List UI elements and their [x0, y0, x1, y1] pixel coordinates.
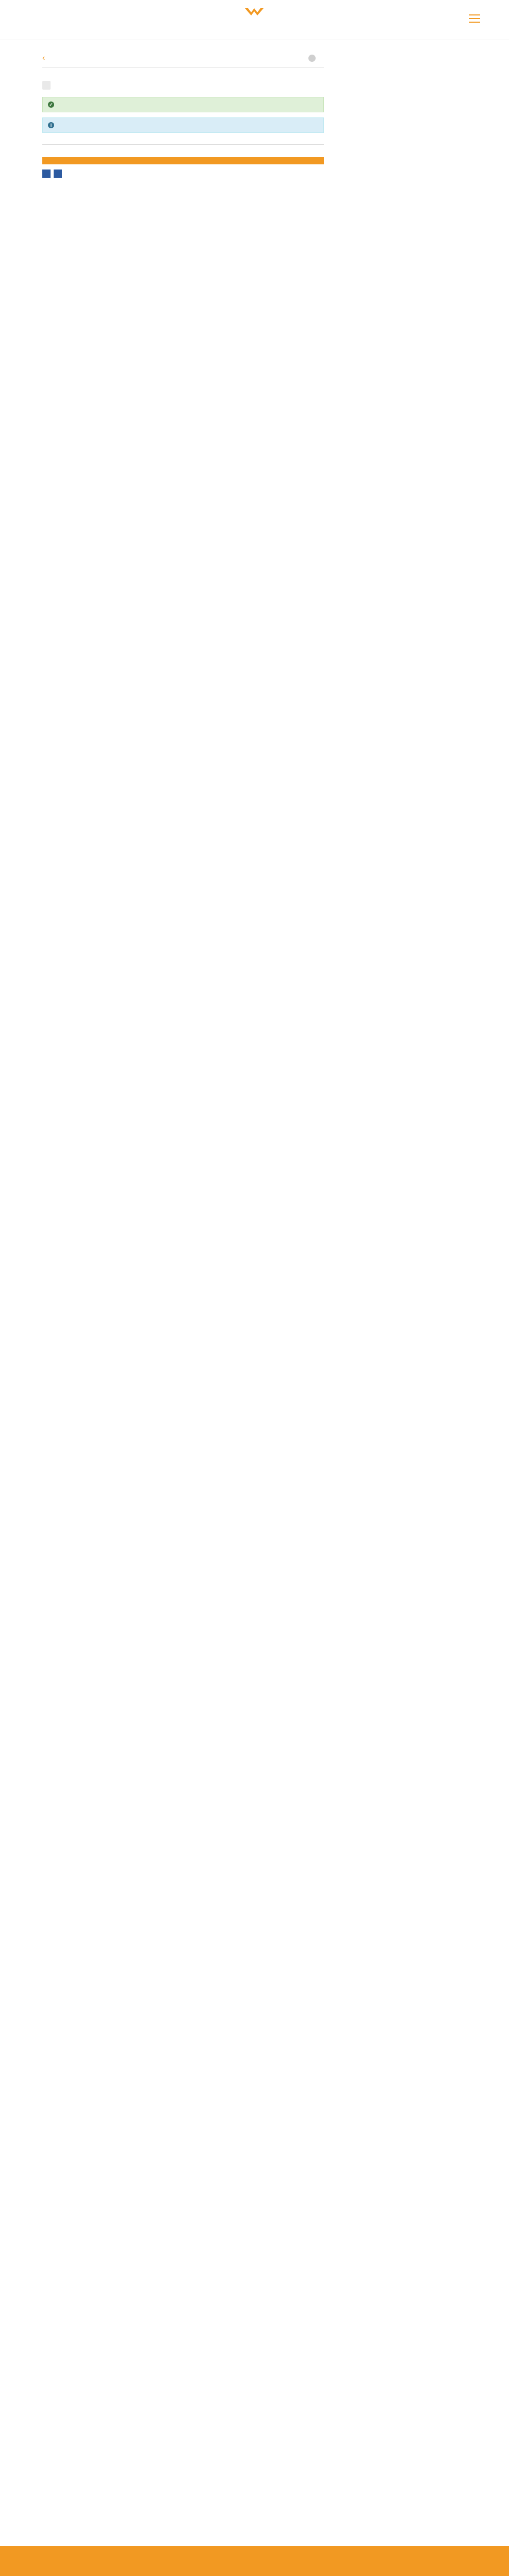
site-header	[0, 0, 509, 40]
check-circle-icon: ✓	[48, 101, 54, 108]
user-links	[308, 55, 324, 62]
linkedin-share-icon[interactable]	[54, 170, 62, 178]
menu-icon[interactable]	[469, 14, 480, 25]
email-job-button[interactable]	[42, 157, 324, 164]
job-type-tag	[42, 81, 51, 90]
cta-footer	[0, 2546, 509, 2576]
valiant-logo[interactable]	[218, 7, 290, 17]
user-avatar-icon	[308, 55, 316, 62]
success-alert	[42, 97, 324, 112]
options-heading	[42, 144, 324, 151]
logo-mark-icon	[244, 7, 265, 16]
user-bar	[42, 54, 324, 63]
footer-links	[0, 2411, 509, 2422]
main-content	[42, 46, 324, 178]
info-alert	[42, 117, 324, 133]
info-circle-icon: i	[48, 122, 54, 128]
job-type-row	[42, 81, 324, 90]
back-arrow-icon[interactable]: ‹	[42, 54, 45, 62]
share-icons	[42, 170, 324, 178]
facebook-share-icon[interactable]	[42, 170, 51, 178]
